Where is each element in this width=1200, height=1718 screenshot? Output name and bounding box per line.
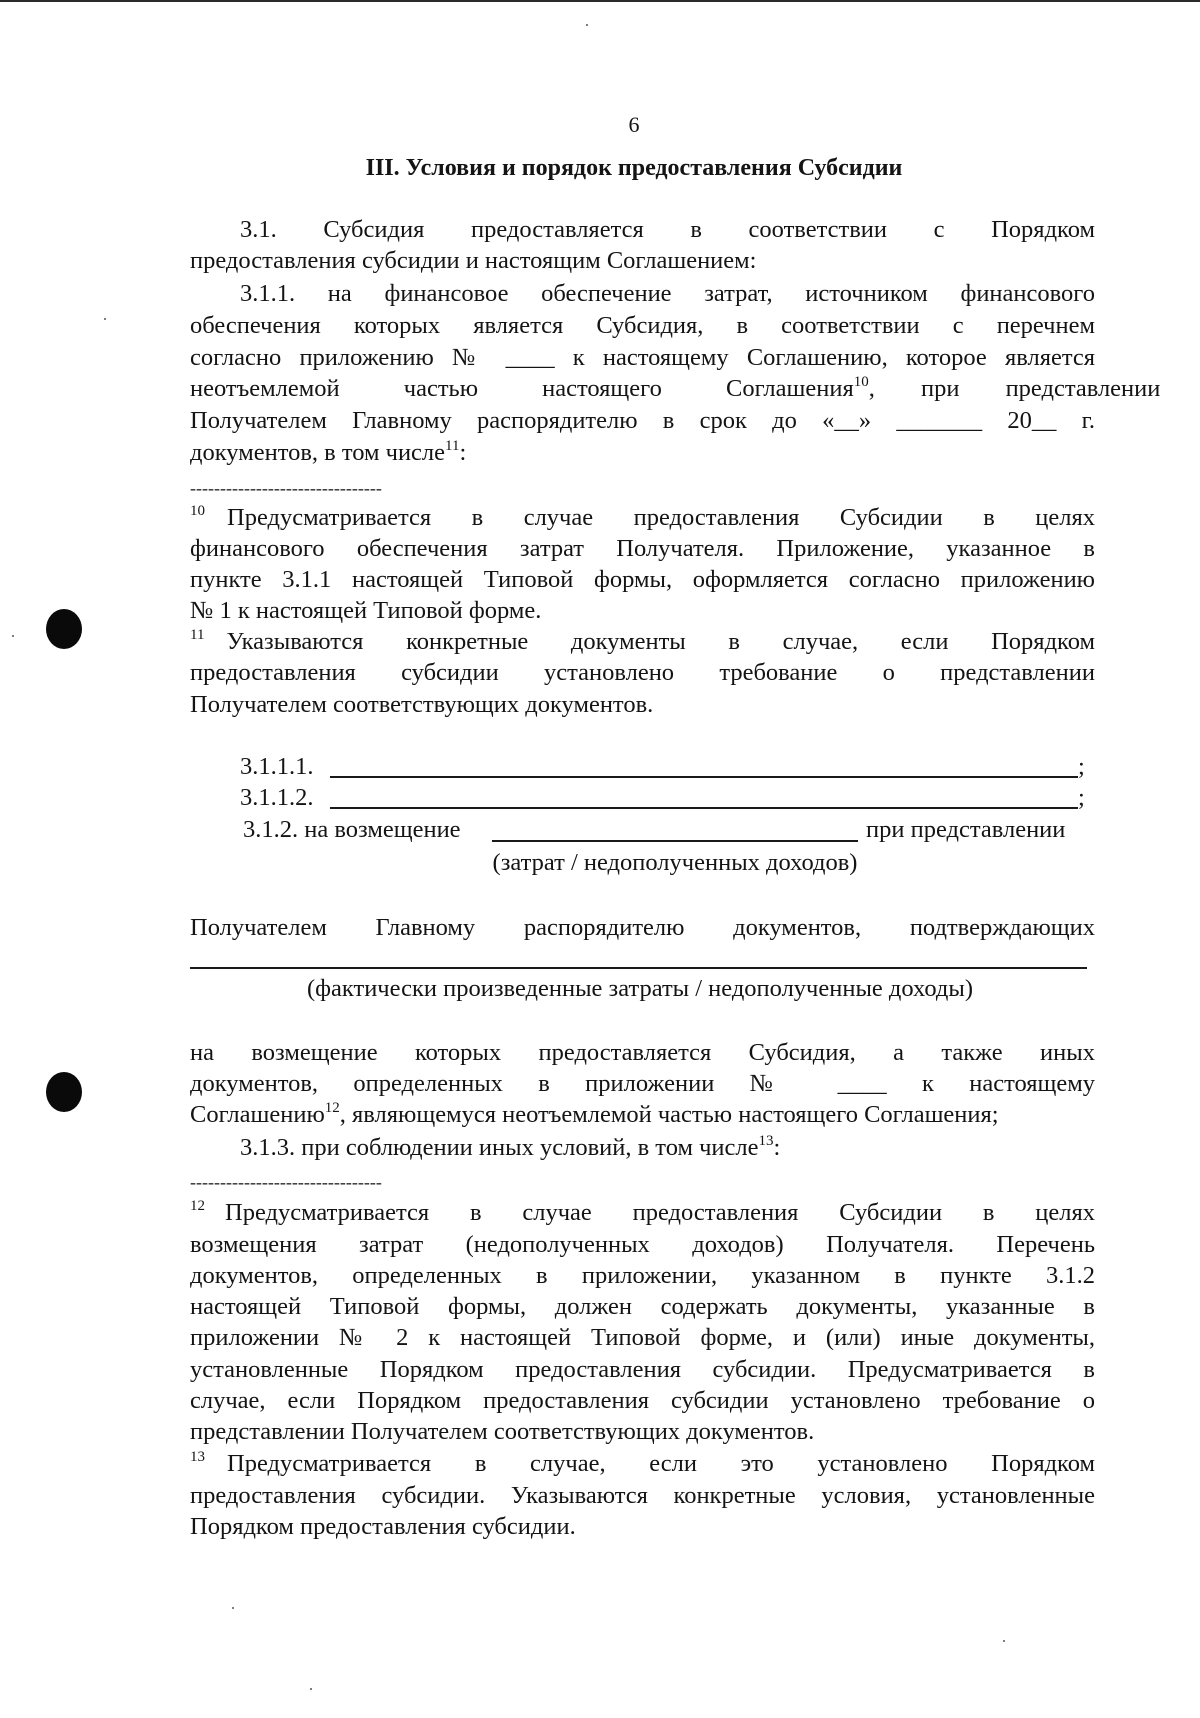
footnote-number-12: 12 bbox=[190, 1198, 205, 1214]
caption-expenses: (затрат / недополученных доходов) bbox=[492, 849, 858, 876]
paragraph-3-1-3-text: 3.1.3. при соблюдении иных условий, в том числе bbox=[240, 1134, 759, 1161]
footnote-10-line-1 bbox=[190, 502, 1095, 534]
recipient-line: Получателем Главному распорядителю документов, подтверждающих bbox=[190, 914, 1095, 941]
footnote-12-text-1: Предусматривается в случае предоставления Субсидии в целях bbox=[225, 1199, 1095, 1226]
scan-speck bbox=[12, 635, 14, 637]
paragraph-3-1-1-line-4 bbox=[190, 373, 1161, 405]
footnote-11-line-1 bbox=[190, 626, 1095, 658]
paragraph-3-1-1-line-4-tail: , при представлении bbox=[868, 375, 1161, 402]
footnote-11-line-3: Получателем соответствующих документов. bbox=[190, 691, 654, 718]
footnote-10-line-3: пункте 3.1.1 настоящей Типовой формы, оформляется согласно приложению bbox=[190, 566, 1095, 593]
footnote-13-line-3: Порядком предоставления субсидии. bbox=[190, 1513, 576, 1540]
paragraph-3-1-line-1: 3.1. Субсидия предоставляется в соответствии с Порядком bbox=[240, 216, 1095, 243]
paragraph-after-line-3-text: Соглашению bbox=[190, 1101, 325, 1128]
paragraph-3-1-1-line-6: документов, в том числе$^{11}$: bbox=[190, 438, 467, 466]
footnote-12-line-6: установленные Порядком предоставления субсидии. Предусматривается в bbox=[190, 1356, 1095, 1383]
footnote-ref-10: 10 bbox=[853, 374, 869, 390]
paragraph-after-line-2: документов, определенных в приложении № ____ к настоящему bbox=[190, 1070, 1095, 1097]
hole-punch-upper bbox=[46, 609, 82, 649]
item-3-1-2-prefix: 3.1.2. на возмещение bbox=[243, 816, 461, 843]
actual-costs-blank bbox=[190, 967, 1087, 969]
paragraph-3-1-1-line-2: обеспечения которых является Субсидия, в соответствии с перечнем bbox=[190, 312, 1095, 339]
item-3-1-1-2-blank bbox=[330, 807, 1078, 809]
footnote-10-line-4: № 1 к настоящей Типовой форме. bbox=[190, 597, 542, 624]
item-3-1-1-1-blank bbox=[330, 776, 1078, 778]
footnote-separator-2: -------------------------------- bbox=[190, 1172, 382, 1192]
paragraph-3-1-1-line-5: Получателем Главному распорядителю в срок до «__» _______ 20__ г. bbox=[190, 407, 1095, 434]
scan-speck bbox=[104, 318, 106, 320]
footnote-13-text-1: Предусматривается в случае, если это установлено Порядком bbox=[227, 1450, 1095, 1477]
footnote-12-line-8: представлении Получателем соответствующих документов. bbox=[190, 1418, 815, 1445]
scan-speck bbox=[586, 24, 588, 26]
item-3-1-2-blank bbox=[492, 840, 858, 842]
footnote-12-line-1 bbox=[190, 1197, 1095, 1229]
footnote-13-line-1 bbox=[190, 1448, 1095, 1480]
paragraph-3-1-1-line-3: согласно приложению № ____ к настоящему Соглашению, которое является bbox=[190, 344, 1095, 371]
footnote-separator-1: -------------------------------- bbox=[190, 478, 382, 498]
footnote-number-13: 13 bbox=[190, 1449, 205, 1465]
paragraph-after-line-3-tail: , являющемуся неотъемлемой частью настоящего Соглашения; bbox=[339, 1101, 999, 1128]
item-3-1-1-2-semicolon: ; bbox=[1078, 784, 1085, 811]
scan-speck bbox=[310, 1688, 312, 1690]
paragraph-3-1-1-line-1: 3.1.1. на финансовое обеспечение затрат, источником финансового bbox=[240, 280, 1095, 307]
page-number: 6 bbox=[628, 112, 640, 137]
item-3-1-2-suffix: при представлении bbox=[866, 816, 1066, 843]
footnote-number-11: 11 bbox=[190, 627, 205, 643]
paragraph-after-line-1: на возмещение которых предоставляется Субсидия, а также иных bbox=[190, 1039, 1095, 1066]
paragraph-3-1-1-line-6-text: документов, в том числе bbox=[190, 439, 446, 466]
item-3-1-1-2-label: 3.1.1.2. bbox=[240, 784, 314, 811]
footnote-ref-12: 12 bbox=[324, 1100, 340, 1116]
footnote-12-line-4: настоящей Типовой формы, должен содержать документы, указанные в bbox=[190, 1293, 1095, 1320]
footnote-10-text-1: Предусматривается в случае предоставления Субсидии в целях bbox=[227, 504, 1095, 531]
footnote-10-line-2: финансового обеспечения затрат Получателя. Приложение, указанное в bbox=[190, 535, 1095, 562]
paragraph-after-line-3 bbox=[190, 1099, 1095, 1131]
footnote-ref-11: 11 bbox=[445, 438, 460, 454]
hole-punch-lower bbox=[46, 1072, 82, 1112]
item-3-1-1-1-label: 3.1.1.1. bbox=[240, 753, 314, 780]
footnote-12-line-5: приложении № 2 к настоящей Типовой форме, и (или) иные документы, bbox=[190, 1324, 1095, 1351]
footnote-12-line-3: документов, определенных в приложении, указанном в пункте 3.1.2 bbox=[190, 1262, 1095, 1289]
scan-speck bbox=[1003, 1640, 1005, 1642]
footnote-11-line-2: предоставления субсидии установлено требование о представлении bbox=[190, 659, 1095, 686]
footnote-12-line-2: возмещения затрат (недополученных доходов) Получателя. Перечень bbox=[190, 1231, 1095, 1258]
footnote-13-line-2: предоставления субсидии. Указываются конкретные условия, установленные bbox=[190, 1482, 1095, 1509]
section-heading: III. Условия и порядок предоставления Субсидии bbox=[365, 155, 903, 181]
footnote-11-text-1: Указываются конкретные документы в случае, если Порядком bbox=[226, 628, 1095, 655]
paragraph-3-1-line-2: предоставления субсидии и настоящим Соглашением: bbox=[190, 247, 757, 274]
top-border-line bbox=[0, 0, 1200, 2]
footnote-ref-13: 13 bbox=[758, 1133, 774, 1149]
caption-actual-costs: (фактически произведенные затраты / недополученные доходы) bbox=[307, 975, 973, 1002]
item-3-1-1-1-semicolon: ; bbox=[1078, 753, 1085, 780]
scan-speck bbox=[232, 1607, 234, 1609]
paragraph-3-1-3: 3.1.3. при соблюдении иных условий, в том числе$^{13}$: bbox=[240, 1133, 781, 1161]
footnote-12-line-7: случае, если Порядком предоставления субсидии установлено требование о bbox=[190, 1387, 1095, 1414]
paragraph-3-1-1-line-4-text: неотъемлемой частью настоящего Соглашения bbox=[190, 375, 854, 402]
footnote-number-10: 10 bbox=[190, 503, 205, 519]
